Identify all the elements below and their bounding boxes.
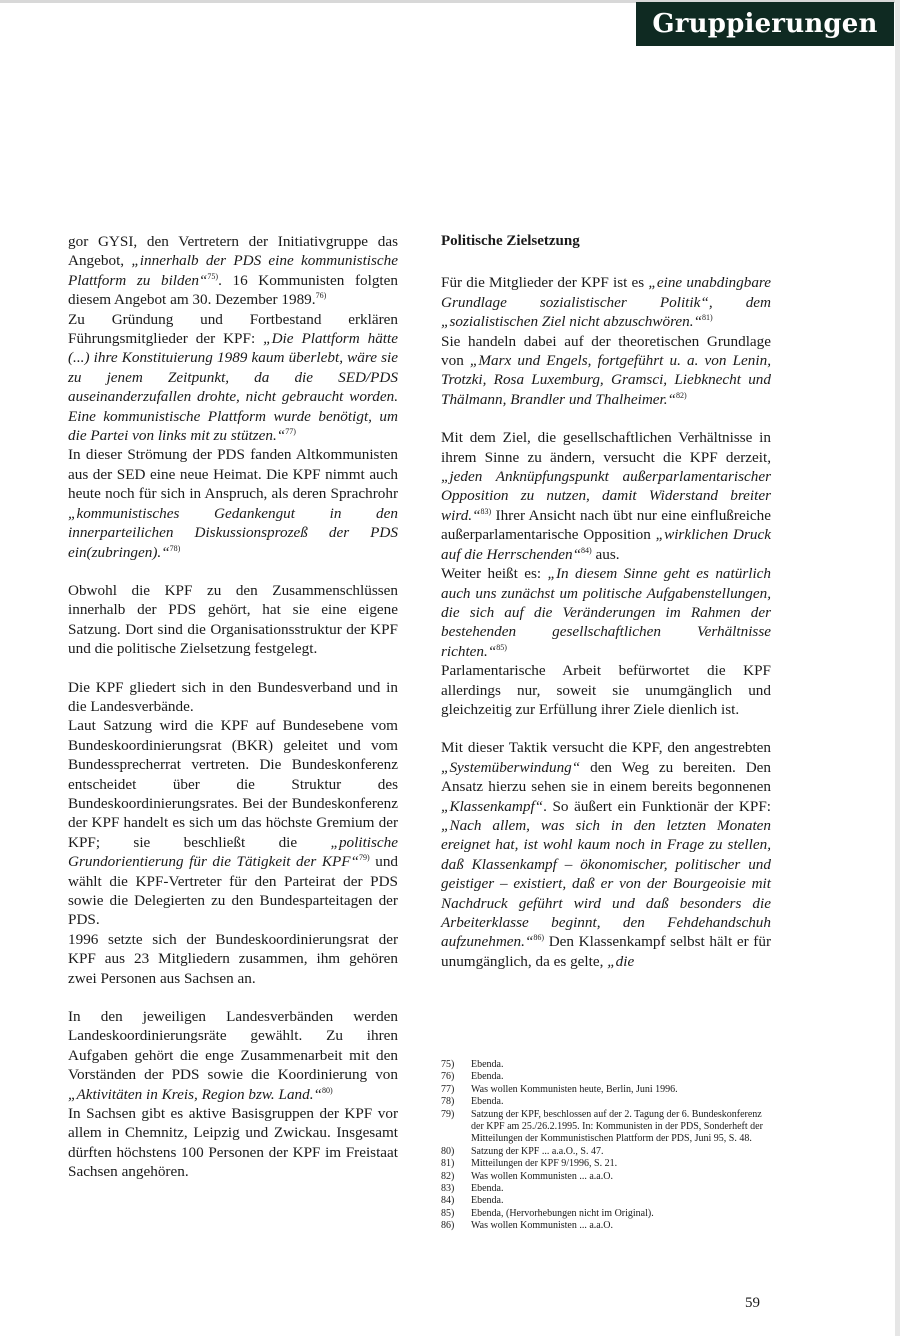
footnote: 78) Ebenda. xyxy=(441,1096,504,1108)
paragraph: Sie handeln dabei auf der theoretischen Grundlage von „Marx und Engels, fortgeführt u. a. von Lenin, Trotzki, Rosa Luxemburg, Gramsci, Liebknecht und Thälmann, Brandler und Thalheimer.“$^{82)}$ xyxy=(441,332,771,408)
left-column xyxy=(68,232,398,1182)
paragraph: Obwohl die KPF zu den Zusammenschlüssen innerhalb der PDS gehört, hat sie eine eigene Satzung. Dort sind die Organisationsstruktur der KPF und die politische Zielsetzung festgelegt. xyxy=(68,581,398,658)
paragraph: Für die Mitglieder der KPF ist es „eine unabdingbare Grundlage sozialistischer Politik“, dem „sozialistischen Ziel nicht abzuschwören.“$^{81)}$ xyxy=(441,274,771,331)
footnotes xyxy=(441,1059,771,1233)
section-header: Gruppierungen xyxy=(636,2,894,46)
footnote: 79) Satzung der KPF, beschlossen auf der 2. Tagung der 6. Bundeskonferenz der KPF am 25./26.2.1995. In: Kommunisten in der PDS, Sonderheft der Mitteilungen der Kommunistischen Plattform der PDS, Juni 95, S. 48. xyxy=(441,1108,763,1145)
subheading: Politische Zielsetzung xyxy=(441,233,580,249)
paragraph: In Sachsen gibt es aktive Basisgruppen der KPF vor allem in Chemnitz, Leipzig und Zwickau. Insgesamt dürften höchstens 100 Personen der KPF im Freistaat Sachsen angehören. xyxy=(68,1105,398,1181)
paragraph: Die KPF gliedert sich in den Bundesverband und in die Landesverbände. xyxy=(68,678,398,715)
footnote: 83) Ebenda. xyxy=(441,1183,504,1195)
footnote: 86) Was wollen Kommunisten ... a.a.O. xyxy=(441,1220,613,1232)
footnote: 84) Ebenda. xyxy=(441,1195,504,1207)
paragraph: 1996 setzte sich der Bundeskoordinierungsrat der KPF aus 23 Mitgliedern zusammen, ihm gehören zwei Personen aus Sachsen an. xyxy=(68,930,398,987)
footnote: 75) Ebenda. xyxy=(441,1059,504,1070)
footnote: 82) Was wollen Kommunisten ... a.a.O. xyxy=(441,1170,613,1182)
paragraph: Mit dieser Taktik versucht die KPF, den angestrebten „Systemüberwindung“ den Weg zu bereiten. Den Ansatz hierzu sehen sie in einem bereits begonnenen „Klassenkampf“. So äußert ein Funktionär der KPF: „Nach allem, was sich in den letzten Monaten ereignet hat, ist wohl kaum noch in Frage zu stellen, daß Klassenkampf – ökonomischer, politischer und geistiger – existiert, daß er von der Bourgeoisie mit Nachdruck geführt wird und daß besonders die Arbeiterklasse beginnt, den Fehdehandschuh aufzunehmen.“$^{86)}$ Den Klassenkampf selbst hält er für unumgänglich, da es gelte, „die xyxy=(441,739,771,970)
paragraph: Parlamentarische Arbeit befürwortet die KPF allerdings nur, soweit sie unumgänglich und gleichzeitig zur Erfüllung ihrer Ziele dienlich ist. xyxy=(441,662,771,718)
page-number: 59 xyxy=(745,1295,760,1311)
footnote: 77) Was wollen Kommunisten heute, Berlin, Juni 1996. xyxy=(441,1083,678,1095)
paragraph: Zu Gründung und Fortbestand erklären Führungsmitglieder der KPF: „Die Plattform hätte (...) ihre Konstituierung 1989 kaum überlebt, wäre sie zu jenem Zeitpunkt, da die SED/PDS auseinanderzufallen drohte, nicht gebraucht worden. Eine kommunistische Plattform wurde benötigt, um die Partei von links mit zu stützen.“$^{77)}$ xyxy=(68,310,398,445)
page-edge xyxy=(895,0,900,1336)
right-column xyxy=(441,232,771,971)
paragraph: In dieser Strömung der PDS fanden Altkommunisten aus der SED eine neue Heimat. Die KPF nimmt auch heute noch für sich in Anspruch, als deren Sprachrohr „kommunistisches Gedankengut in den innerparteilichen Diskussionsprozeß der PDS ein(zubringen).“$^{78)}$ xyxy=(68,446,398,561)
footnote: 81) Mitteilungen der KPF 9/1996, S. 21. xyxy=(441,1158,618,1170)
paragraph: In den jeweiligen Landesverbänden werden Landeskoordinierungsräte gewählt. Zu ihren Aufgaben gehört die enge Zusammenarbeit mit den Vorständen der PDS sowie die Koordinierung von „Aktivitäten in Kreis, Region bzw. Land.“$^{80)}$ xyxy=(68,1008,398,1103)
footnote: 76) Ebenda. xyxy=(441,1071,504,1083)
paragraph: Mit dem Ziel, die gesellschaftlichen Verhältnisse in ihrem Sinne zu ändern, versucht die KPF derzeit, „jeden Anknüpfungspunkt außerparlamentarischer Opposition zu nutzen, damit Widerstand breiter wird.“$^{83)}$ Ihrer Ansicht nach übt nur eine einflußreiche außerparlamentarische Opposition „wirklichen Druck auf die Herrschenden“$^{84)}$ aus. xyxy=(441,429,771,563)
footnote: 85) Ebenda, (Hervorhebungen nicht im Original). xyxy=(441,1207,654,1219)
paragraph: Weiter heißt es: „In diesem Sinne geht es natürlich auch uns zunächst um politische Aufgabenstellungen, die sich auf die Veränderungen im Rahmen der bestehenden gesellschaftlichen Verhältnisse richten.“$^{85)}$ xyxy=(441,565,772,660)
footnote: 80) Satzung der KPF ... a.a.O., S. 47. xyxy=(441,1145,604,1157)
paragraph: Laut Satzung wird die KPF auf Bundesebene vom Bundeskoordinierungsrat (BKR) geleitet und vom Bundessprecherrat vertreten. Die Bundeskonferenz entscheidet über die Struktur des Bundeskoordinierungsrates. Bei der Bundeskonferenz der KPF handelt es sich um das höchste Gremium der KPF; sie beschließt die „politische Grundorientierung für die Tätigkeit der KPF“$^{79)}$ und wählt die KPF-Vertreter für den Parteirat der PDS sowie die Delegierten zu den Bundesparteitagen der PDS. xyxy=(68,717,399,929)
paragraph: gor GYSI, den Vertretern der Initiativgruppe das Angebot, „innerhalb der PDS eine kommunistische Plattform zu bilden“$^{75)}$. 16 Kommunisten folgten diesem Angebot am 30. Dezember 1989.$^{76)}$ xyxy=(68,233,398,309)
